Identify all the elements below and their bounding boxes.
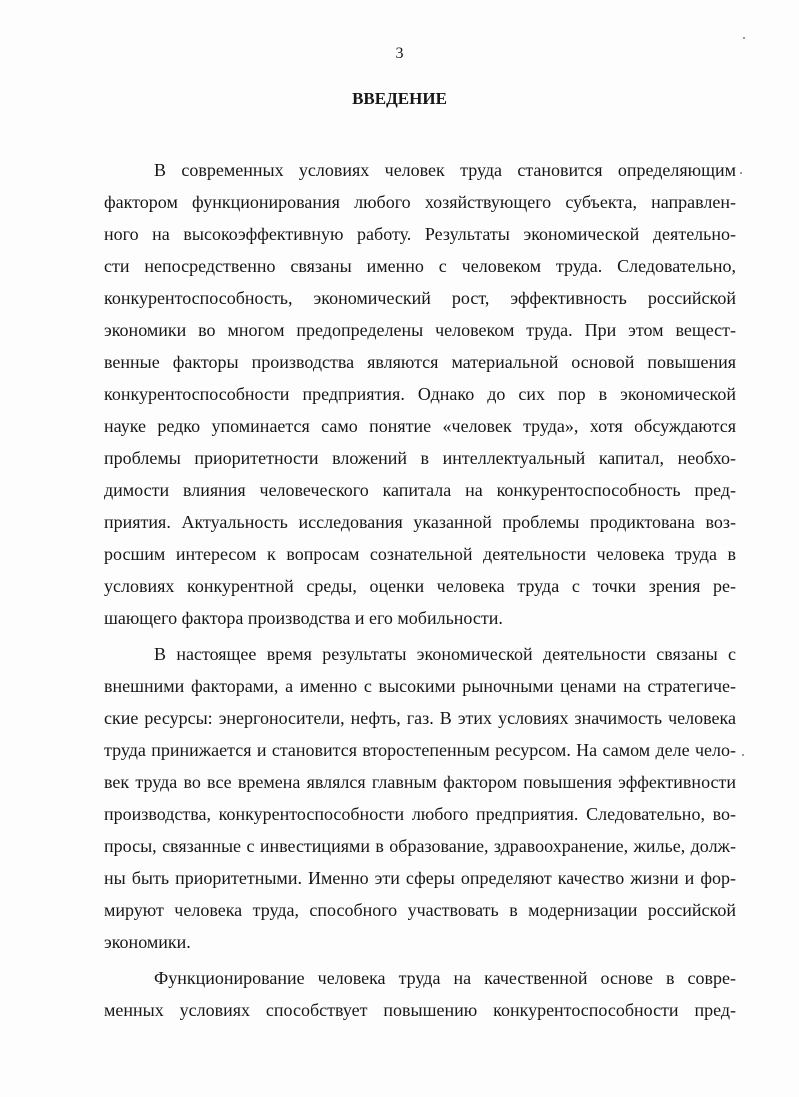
paragraph-3-line: Функционирование человека труда на качественной основе в совре- (154, 968, 736, 988)
paragraph-2-line: производства, конкурентоспособности любого предприятия. Следовательно, во- (104, 804, 736, 824)
paragraph-2-line: мируют человека труда, способного участвовать в модернизации российской (104, 900, 736, 920)
paragraph-1-line: сти непосредственно связаны именно с человеком труда. Следовательно, (104, 256, 736, 276)
section-heading: ВВЕДЕНИЕ (352, 89, 447, 108)
paragraph-2-line: просы, связанные с инвестициями в образование, здравоохранение, жилье, долж- (104, 836, 736, 856)
paragraph-1-line: экономики во многом предопределены человеком труда. При этом вещест- (104, 320, 736, 340)
paragraph-1-line: шающего фактора производства и его мобильности. (104, 608, 503, 628)
paragraph-1-line: конкурентоспособности предприятия. Однако до сих пор в экономической (104, 384, 736, 404)
paragraph-1-line: В современных условиях человек труда становится определяющим (154, 160, 736, 180)
paragraph-2-line: труда принижается и становится второстепенным ресурсом. На самом деле чело- (104, 740, 736, 760)
page-number: 3 (395, 45, 404, 62)
paragraph-3-line: менных условиях способствует повышению конкурентоспособности пред- (104, 1000, 736, 1020)
paragraph-1-line: науке редко упоминается само понятие «человек труда», хотя обсуждаются (104, 416, 736, 436)
paragraph-1-line: условиях конкурентной среды, оценки человека труда с точки зрения ре- (104, 576, 736, 596)
paragraph-1-line: проблемы приоритетности вложений в интеллектуальный капитал, необхо- (104, 448, 736, 468)
paragraph-1-line: росшим интересом к вопросам сознательной деятельности человека труда в (104, 544, 736, 564)
paragraph-1-line: фактором функционирования любого хозяйствующего субъекта, направлен- (104, 192, 736, 212)
paragraph-2-line: внешними факторами, а именно с высокими рыночными ценами на стратегиче- (104, 676, 736, 696)
paragraph-1-line: приятия. Актуальность исследования указанной проблемы продиктована воз- (104, 512, 736, 532)
paragraph-1-line: венные факторы производства являются материальной основой повышения (104, 352, 736, 372)
paragraph-2-line: ны быть приоритетными. Именно эти сферы определяют качество жизни и фор- (104, 868, 736, 888)
scan-speck (742, 754, 744, 756)
paragraph-2-line: ские ресурсы: энергоносители, нефть, газ. В этих условиях значимость человека (104, 708, 736, 728)
paragraph-2-line: В настоящее время результаты экономической деятельности связаны с (154, 644, 736, 664)
paragraph-1-line: конкурентоспособность, экономический рост, эффективность российской (104, 288, 736, 308)
paragraph-2-line: экономики. (104, 932, 191, 952)
scan-speck (740, 172, 742, 174)
paragraph-2-line: век труда во все времена являлся главным фактором повышения эффективности (104, 772, 736, 792)
scan-speck (743, 37, 745, 39)
paragraph-1-line: ного на высокоэффективную работу. Результаты экономической деятельно- (104, 224, 736, 244)
paragraph-1-line: димости влияния человеческого капитала на конкурентоспособность пред- (104, 480, 736, 500)
